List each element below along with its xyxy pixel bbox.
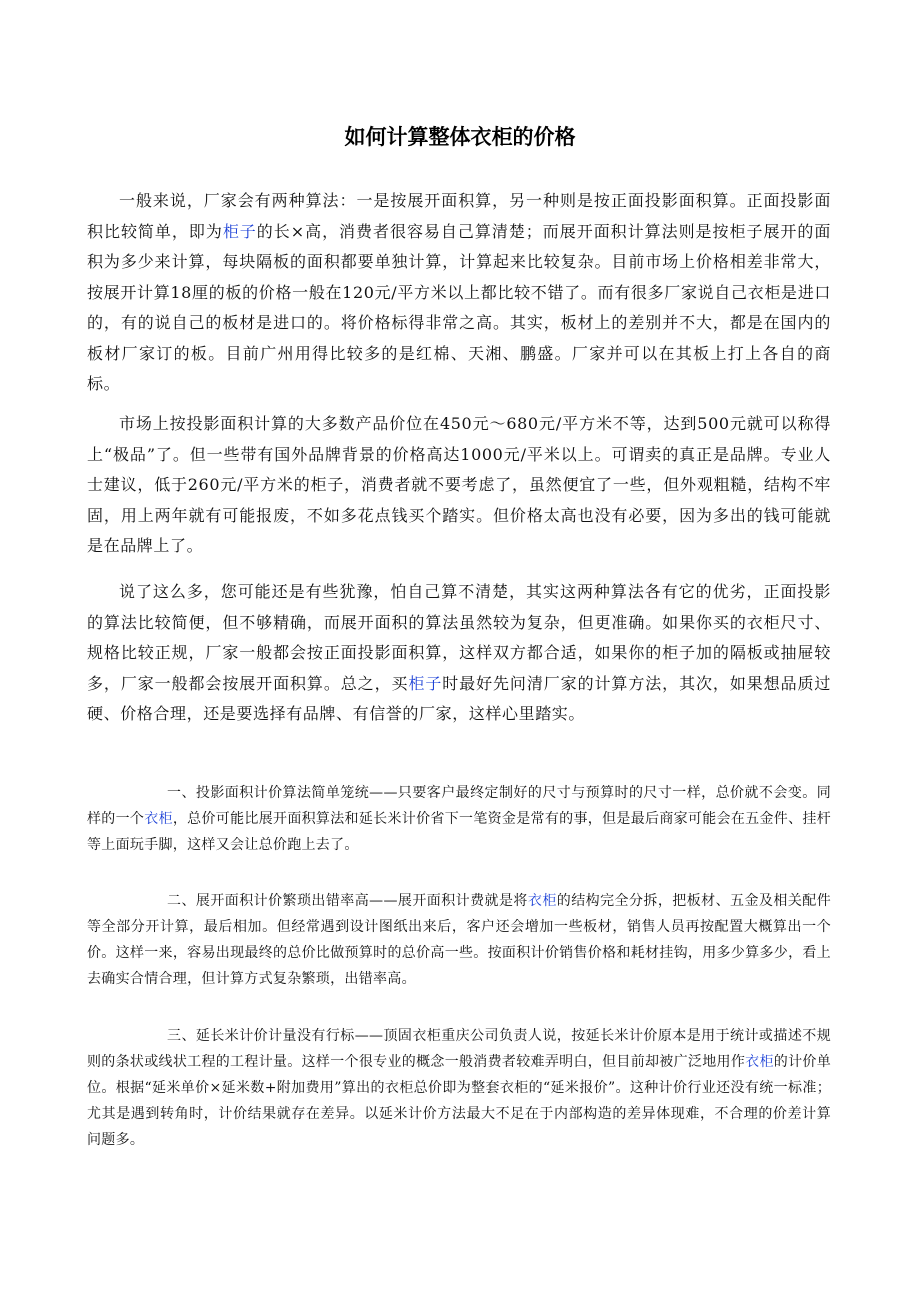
document-title: 如何计算整体衣柜的价格 bbox=[344, 125, 576, 149]
link-wardrobe[interactable]: 衣柜 bbox=[527, 893, 557, 909]
text-segment: 的计价单位。根据“延米单价×延米数+附加费用”算出的衣柜总价即为整套衣柜的“延米报价”。这种计价行业还没有统一标准；尤其是遇到转角时，计价结果就存在差异。以延米计价方法最大不足在于内部构造的差异体现难，不合理的价差计算 问题多。 bbox=[87, 1054, 832, 1148]
text-segment: 三、延长米计价计量没有行标——顶固衣柜重庆公司负责人说，按延长米计价原本是用于统计或描述不规则的条状或线状工程的工程计量。这样一个很专业的概念一般消费者较难弄明白，但目前却被广泛地用作 bbox=[87, 1028, 831, 1070]
link-cabinet[interactable]: 柜子 bbox=[408, 673, 443, 693]
text-segment: 时最好先问清厂家的计算方法，其次，如果想品质过硬、价格合理，还是要选择有品牌、有信誉的厂家，这样心里踏实。 bbox=[87, 673, 831, 723]
text-segment: 市场上按投影面积计算的大多数产品价位在450元～680元/平方米不等，达到500元就可以称得上“极品”了。但一些带有国外品牌背景的价格高达1000元/平米以上。可谓卖的真正是品牌。专业人士建议，低于260元/平方米的柜子，消费者就不要考虑了，虽然便宜了一些，但外观粗糙，结构不牢固，用上两年就有可能报废，不如多花点钱买个踏实。但价格太高也没有必要，因为多出的钱可能就是在品牌上了。 bbox=[87, 414, 831, 555]
link-wardrobe[interactable]: 衣柜 bbox=[745, 1054, 774, 1070]
link-wardrobe[interactable]: 衣柜 bbox=[144, 811, 173, 827]
text-segment: 二、展开面积计价繁琐出错率高——展开面积计费就是将 bbox=[167, 893, 528, 909]
paragraph-market-prices bbox=[87, 409, 831, 562]
link-cabinet[interactable]: 柜子 bbox=[222, 221, 257, 241]
text-segment: 的长×高，消费者很容易自己算清楚；而展开面积计算法则是按柜子展开的面积为多少来计算，每块隔板的面积都要单独计算，计算起来比较复杂。目前市场上价格相差非常大，按展开计算18厘的板的价格一般在120元/平方米以上都比较不错了。而有很多厂家说自己衣柜是进口的，有的说自己的板材是进口的。将价格标得非常之高。其实，板材上的差别并不大，都是在国内的板材厂家订的板。目前广州用得比较多的是红棉、天湘、鹏盛。厂家并可以在其板上打上各自的商标。 bbox=[87, 221, 831, 393]
paragraph-linear-meter-method bbox=[87, 1023, 831, 1153]
text-segment: ，总价可能比展开面积算法和延长米计价省下一笔资金是常有的事，但是最后商家可能会在五金件、挂杆等上面玩手脚，这样又会让总价跑上去了。 bbox=[87, 811, 832, 853]
text-segment: 的结构完全分拆，把板材、五金及相关配件等全部分开计算，最后相加。但经常遇到设计图纸出来后，客户还会增加一些板材，销售人员再按配置大概算出一个价。这样一来，容易出现最终的总价比做预算时的总价高一些。按面积计价销售价格和耗材挂钩，用多少算多少，看上去确实合情合理，但计算方式复杂繁琐，出错率高。 bbox=[87, 893, 831, 987]
text-segment: 一、投影面积计价算法简单笼统——只要客户最终定制好的尺寸与预算时的尺寸一样，总价就不会变。同样的一个 bbox=[87, 785, 831, 827]
paragraph-calculation-methods bbox=[87, 186, 831, 400]
text-segment: 一般来说，厂家会有两种算法：一是按展开面积算，另一种则是按正面投影面积算。正面投影面积比较简单，即为 bbox=[87, 191, 831, 241]
paragraph-summary-advice bbox=[87, 577, 831, 730]
paragraph-projection-method bbox=[87, 780, 831, 858]
text-segment: 说了这么多，您可能还是有些犹豫，怕自己算不清楚，其实这两种算法各有它的优劣，正面投影的算法比较简便，但不够精确，而展开面积的算法虽然较为复杂，但更准确。如果你买的衣柜尺寸、规格比较正规，厂家一般都会按正面投影面积算，这样双方都合适，如果你的柜子加的隔板或抽屉较多，厂家一般都会按展开面积算。总之，买 bbox=[87, 582, 831, 693]
paragraph-unfolded-area-method bbox=[87, 888, 831, 992]
